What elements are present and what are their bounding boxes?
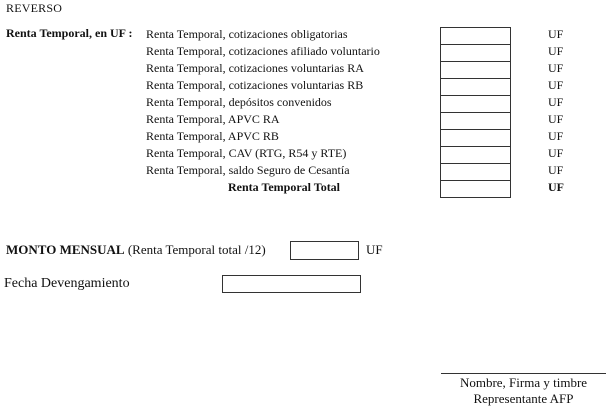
monto-mensual-note: (Renta Temporal total /12)	[124, 242, 266, 257]
renta-row-label: Renta Temporal, CAV (RTG, R54 y RTE)	[146, 146, 347, 160]
renta-row-label: Renta Temporal, depósitos convenidos	[146, 95, 332, 109]
renta-total-label: Renta Temporal Total	[228, 180, 341, 194]
renta-row-label: Renta Temporal, APVC RB	[146, 129, 279, 143]
renta-row-label: Renta Temporal, cotizaciones voluntarias RA	[146, 61, 364, 75]
signature-role-label: Representante AFP	[473, 391, 574, 406]
renta-row-label: Renta Temporal, cotizaciones obligatorias	[146, 27, 348, 41]
unit-label: UF	[548, 163, 564, 177]
fecha-devengamiento-field[interactable]	[222, 275, 361, 293]
renta-value-column	[440, 27, 511, 198]
renta-value-field[interactable]	[441, 147, 510, 164]
unit-label: UF	[548, 112, 564, 126]
renta-row-label: Renta Temporal, APVC RA	[146, 112, 280, 126]
monto-mensual-field[interactable]	[290, 241, 359, 260]
renta-value-field[interactable]	[441, 113, 510, 130]
renta-value-field[interactable]	[441, 79, 510, 96]
fecha-devengamiento-label: Fecha Devengamiento	[4, 276, 130, 291]
renta-row-label: Renta Temporal, saldo Seguro de Cesantía	[146, 163, 350, 177]
unit-label: UF	[548, 78, 564, 92]
renta-total-field[interactable]	[441, 181, 510, 198]
renta-value-field[interactable]	[441, 45, 510, 62]
unit-label-total: UF	[548, 180, 564, 194]
unit-label: UF	[548, 146, 564, 160]
monto-mensual-label	[6, 242, 266, 258]
renta-value-field[interactable]	[441, 28, 510, 45]
unit-label: UF	[548, 27, 564, 41]
page-header: REVERSO	[6, 1, 63, 15]
unit-label: UF	[548, 129, 564, 143]
monto-mensual-title: MONTO MENSUAL	[6, 242, 125, 257]
monto-unit-label: UF	[366, 242, 383, 257]
renta-row-label: Renta Temporal, cotizaciones voluntarias RB	[146, 78, 364, 92]
renta-section-label: Renta Temporal, en UF :	[6, 26, 133, 40]
signature-name-label: Nombre, Firma y timbre	[459, 375, 588, 390]
unit-label: UF	[548, 61, 564, 75]
renta-value-field[interactable]	[441, 62, 510, 79]
renta-row-label: Renta Temporal, cotizaciones afiliado voluntario	[146, 44, 380, 58]
renta-value-field[interactable]	[441, 96, 510, 113]
signature-line	[441, 373, 606, 374]
unit-label: UF	[548, 95, 564, 109]
unit-label: UF	[548, 44, 564, 58]
renta-value-field[interactable]	[441, 164, 510, 181]
renta-value-field[interactable]	[441, 130, 510, 147]
